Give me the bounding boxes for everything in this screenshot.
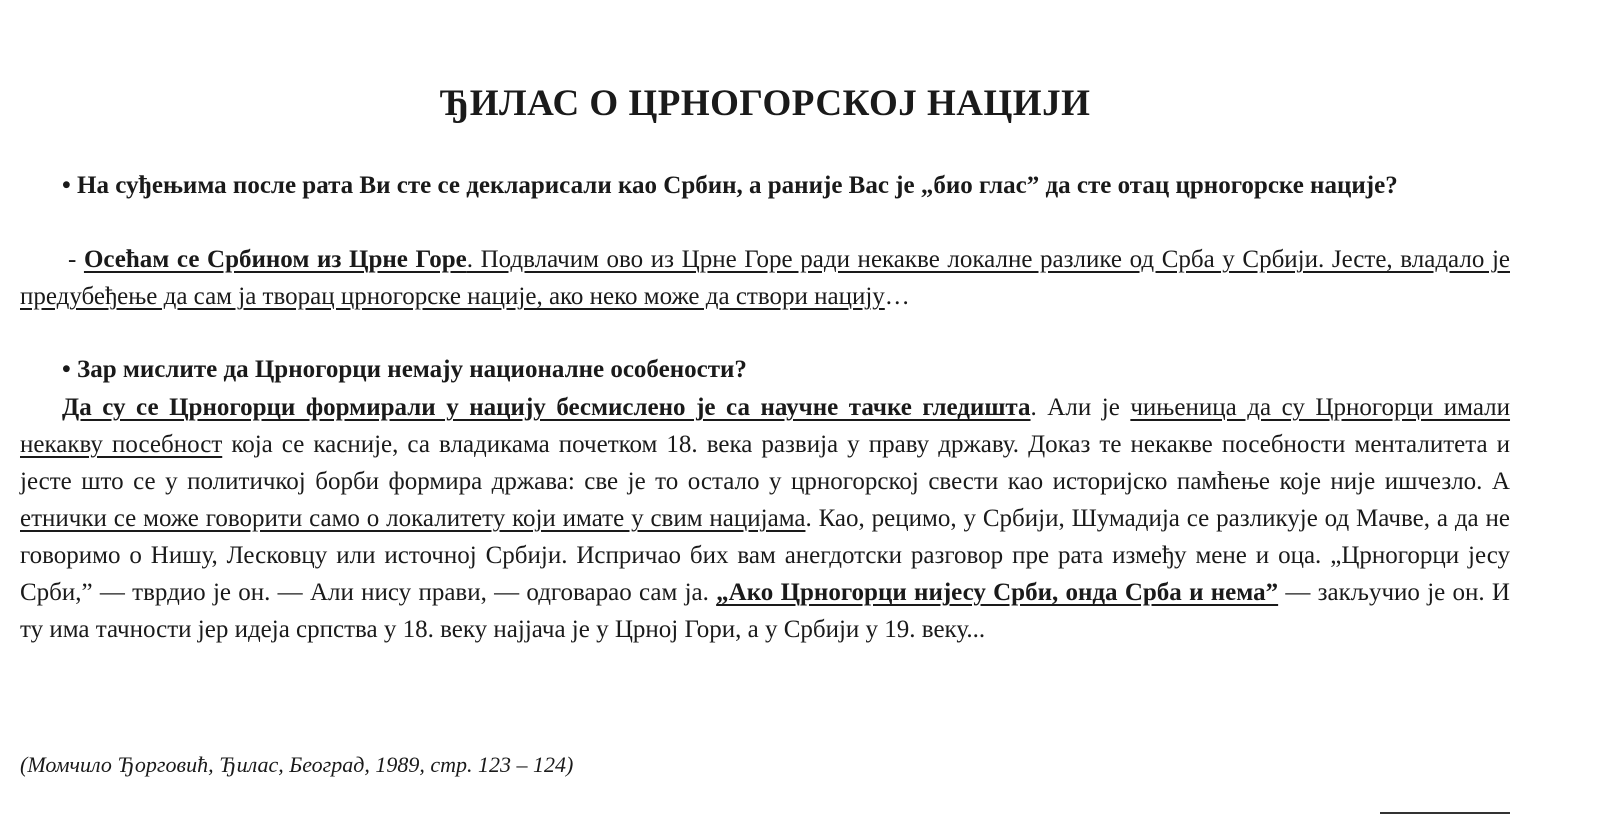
question-2-text: Зар мислите да Црногорци немају националне особености?	[77, 356, 747, 383]
answer-1-ellipsis: …	[884, 283, 910, 310]
bullet: •	[62, 356, 71, 383]
divider	[1380, 812, 1510, 814]
answer-1-underlined: . Подвлачим ово из Црне Горе ради некакве локалне разлике од Срба у Србији. Јесте, владало је предубеђење да сам ја творац црногорске нације, ако неко може да створи нацију	[20, 246, 1510, 310]
answer-2-text-1: . Али је	[1030, 394, 1131, 421]
answer-1-emphasis: Осећам се Србином из Црне Горе	[83, 246, 467, 273]
answer-2-emphasis-2: „Ако Црногорци нијесу Срби, онда Срба и нема”	[716, 579, 1279, 606]
answer-2-text-2: која се касније, са владикама почетком 18. века развија у праву државу. Доказ те некакве посебности менталитета и јесте што се у политичкој борби формира држава: све је то остало у црногорској свести као историјско памћење које није ишчезло. А	[20, 431, 1510, 495]
answer-1	[20, 241, 1510, 315]
answer-2-underlined-1: чињеница да су Црногорци имали некакву посебност	[20, 394, 1511, 458]
answer-1-dash: -	[68, 246, 84, 273]
answer-2-text-4: — закључио је он. И ту има тачности јер идеја српства у 18. веку најјача је у Црној Гори, а у Србији у 19. веку...	[20, 579, 1510, 643]
bullet: •	[62, 172, 71, 199]
answer-2	[20, 389, 1510, 648]
citation: (Момчило Ђорговић, Ђилас, Београд, 1989, стр. 123 – 124)	[20, 752, 574, 777]
answer-2-underlined-2: етнички се може говорити само о локалитету који имате у свим нацијама	[20, 505, 806, 532]
question-2	[20, 351, 1510, 388]
page-title: ЂИЛАС О ЦРНОГОРСКОЈ НАЦИЈИ	[439, 83, 1091, 124]
question-1-text: На суђењима после рата Ви сте се декларисали као Србин, а раније Вас је „био глас” да сте отац црногорске нације?	[77, 172, 1398, 199]
answer-2-text-3: . Као, рецимо, у Србији, Шумадија се разликује од Мачве, а да не говоримо о Нишу, Лесковцу или источној Србији. Испричао бих вам анегдотски разговор пре рата између мене и оца. „Црногорци јесу Срби,” — тврдио је он. — Али нису прави, — одговарао сам ја.	[20, 505, 1510, 606]
answer-2-emphasis-1: Да су се Црногорци формирали у нацију бесмислено је са научне тачке гледишта	[62, 394, 1031, 421]
question-1	[20, 167, 1510, 204]
